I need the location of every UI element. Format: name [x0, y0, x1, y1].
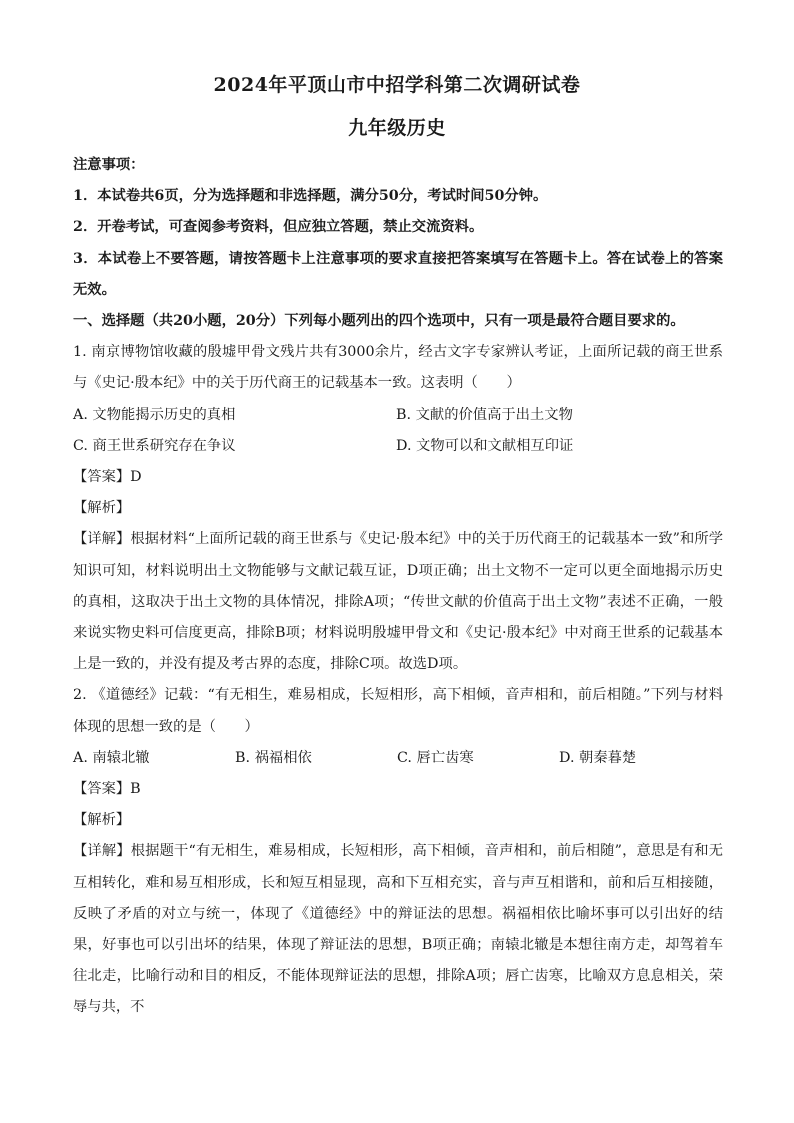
- notice-item-3: 3．本试卷上不要答题，请按答题卡上注意事项的要求直接把答案填写在答题卡上。答在试卷上的答案无效。: [73, 250, 723, 298]
- exam-body: [73, 150, 723, 1024]
- question-2-stem: 2. 《道德经》记载：“有无相生，难易相成，长短相形，高下相倾，音声相和，前后相随。”下列与材料体现的思想一致的是（ ）: [73, 687, 723, 735]
- exam-title: 2024年平顶山市中招学科第二次调研试卷: [213, 74, 581, 96]
- notice-item-2: 2．开卷考试，可查阅参考资料，但应独立答题，禁止交流资料。: [73, 219, 484, 236]
- question-2-answer: 【答案】B: [73, 781, 141, 798]
- question-2-detail: 【详解】根据题干“有无相生，难易相成，长短相形，高下相倾，音声相和，前后相随”，意思是有和无互相转化，难和易互相形成，长和短互相显现，高和下互相充实，音与声互相谐和，前和后互相接随，反映了矛盾的对立与统一，体现了《道德经》中的辩证法的思想。祸福相依比喻坏事可以引出好的结果，好事也可以引出坏的结果，体现了辩证法的思想，B项正确；南辕北辙是本想往南方走，却驾着车往北走，比喻行动和目的相反，不能体现辩证法的思想，排除A项；唇亡齿寒，比喻双方息息相关，荣辱与共，不: [73, 843, 723, 1016]
- question-1-stem: 1. 南京博物馆收藏的殷墟甲骨文残片共有3000余片，经古文字专家辨认考证，上面所记载的商王世系与《史记·殷本纪》中的关于历代商王的记载基本一致。这表明（ ）: [73, 344, 723, 392]
- question-2-options-row: [73, 743, 723, 774]
- section-heading: 一、选择题（共20小题，20分）下列每小题列出的四个选项中，只有一项是最符合题目要求的。: [73, 313, 685, 330]
- question-1-option-a: A. 文物能揭示历史的真相: [73, 406, 236, 423]
- question-1-option-d: D. 文物可以和文献相互印证: [396, 437, 574, 454]
- question-1-analysis-label: 【解析】: [73, 500, 131, 517]
- exam-subtitle: 九年级历史: [348, 117, 446, 139]
- question-2-option-c: C. 唇亡齿寒: [397, 749, 474, 766]
- question-2-analysis-label: 【解析】: [73, 812, 131, 829]
- notice-item-1: 1．本试卷共6页，分为选择题和非选择题，满分50分，考试时间50分钟。: [73, 188, 548, 205]
- question-1-options-row-2: [73, 431, 723, 462]
- question-1-option-c: C. 商王世系研究存在争议: [73, 437, 236, 454]
- question-1-answer: 【答案】D: [73, 469, 142, 486]
- question-2-option-a: A. 南辕北辙: [73, 749, 150, 766]
- question-1-option-b: B. 文献的价值高于出土文物: [396, 406, 573, 423]
- question-1-options-row-1: [73, 400, 723, 431]
- question-2-option-d: D. 朝秦暮楚: [559, 749, 637, 766]
- notice-heading: 注意事项：: [73, 157, 145, 173]
- question-2-option-b: B. 祸福相依: [235, 749, 312, 766]
- question-1-detail: 【详解】根据材料“上面所记载的商王世系与《史记·殷本纪》中的关于历代商王的记载基本一致”和所学知识可知，材料说明出土文物能够与文献记载互证，D项正确；出土文物不一定可以更全面地揭示历史的真相，这取决于出土文物的具体情况，排除A项；“传世文献的价值高于出土文物”表述不正确，一般来说实物史料可信度更高，排除B项；材料说明殷墟甲骨文和《史记·殷本纪》中对商王世系的记载基本上是一致的，并没有提及考古界的态度，排除C项。故选D项。: [73, 531, 723, 673]
